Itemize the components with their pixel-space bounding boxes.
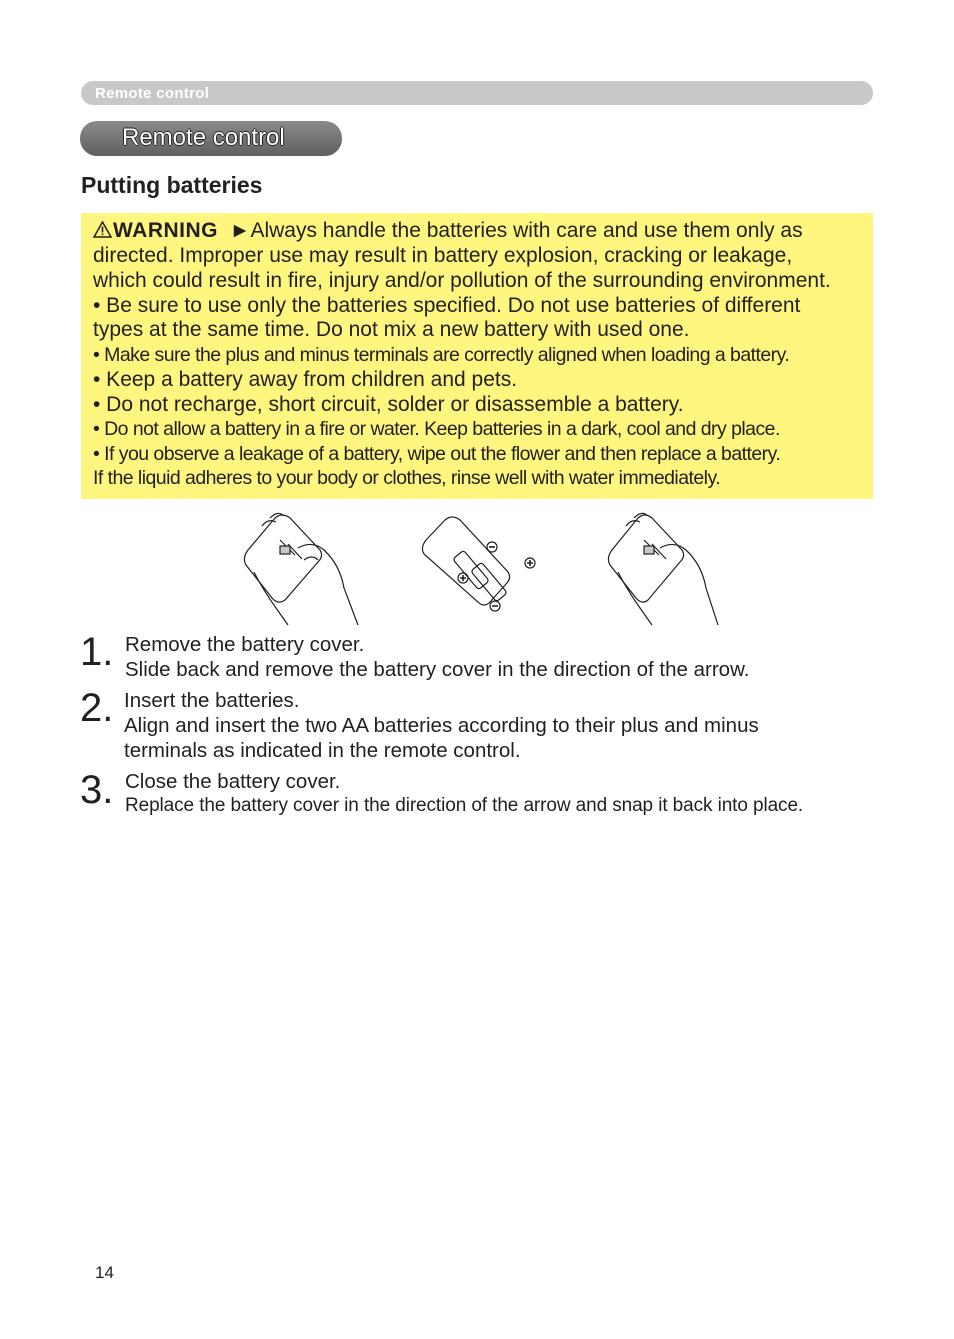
warning-line: • Keep a battery away from children and pets. (93, 368, 518, 391)
step-description: Replace the battery cover in the direction of the arrow and snap it back into place. (125, 795, 804, 816)
warning-line: • If you observe a leakage of a battery, wipe out the flower and then replace a battery. (93, 443, 781, 465)
section-title-pill (80, 121, 342, 156)
page-subtitle: Putting batteries (81, 172, 263, 198)
warning-line: • Do not recharge, short circuit, solder or disassemble a battery. (93, 393, 684, 416)
step-title: Remove the battery cover. (125, 633, 365, 656)
section-title: Remote control (122, 124, 285, 151)
battery-illustrations (240, 510, 730, 630)
warning-line: • Be sure to use only the batteries specified. Do not use batteries of different (93, 294, 801, 317)
step-title: Close the battery cover. (125, 770, 341, 793)
page-number: 14 (95, 1263, 114, 1282)
warning-box (81, 213, 873, 499)
step-number: 2. (80, 686, 114, 730)
step-title: Insert the batteries. (124, 689, 300, 712)
running-header (81, 81, 873, 105)
running-header-label: Remote control (95, 85, 210, 102)
warning-line: directed. Improper use may result in battery explosion, cracking or leakage, (93, 244, 793, 267)
warning-line: If the liquid adheres to your body or clothes, rinse well with water immediately. (93, 467, 721, 489)
warning-triangle-icon (93, 221, 112, 238)
warning-label: WARNING (113, 219, 218, 242)
step-description: Slide back and remove the battery cover in the direction of the arrow. (125, 658, 750, 681)
step-number: 3. (80, 768, 114, 812)
close-cover-illustration (608, 513, 718, 625)
warning-line: • Do not allow a battery in a fire or water. Keep batteries in a dark, cool and dry place. (93, 418, 780, 440)
warning-line: types at the same time. Do not mix a new battery with used one. (93, 318, 690, 341)
warning-line: which could result in fire, injury and/or pollution of the surrounding environment. (93, 269, 831, 292)
warning-line: ►Always handle the batteries with care and use them only as (229, 219, 803, 242)
warning-line: • Make sure the plus and minus terminals are correctly aligned when loading a battery. (93, 344, 790, 366)
step-description: Align and insert the two AA batteries according to their plus and minus (124, 714, 759, 737)
step-number: 1. (80, 630, 114, 674)
remove-cover-illustration (244, 513, 358, 625)
step-description: terminals as indicated in the remote control. (124, 739, 521, 762)
warning-first-line (93, 219, 803, 243)
insert-batteries-illustration (422, 517, 535, 611)
